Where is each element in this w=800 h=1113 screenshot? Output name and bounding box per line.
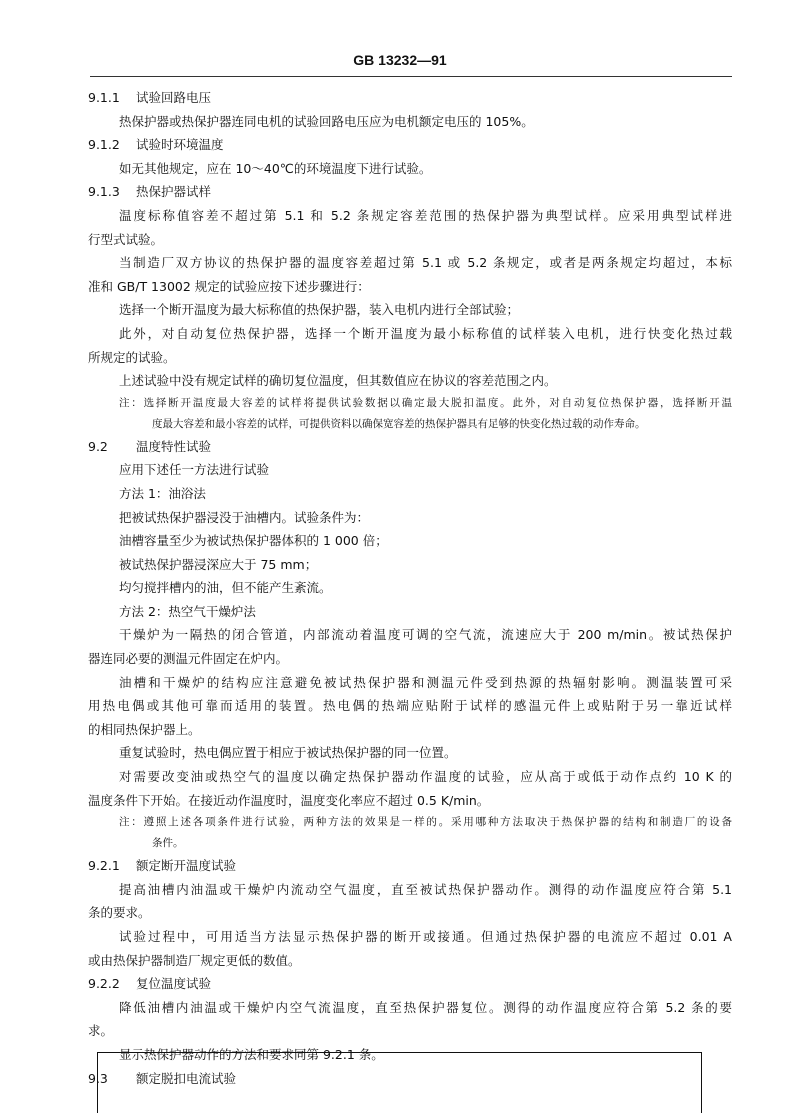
paragraph-continuation: 的相同热保护器上。 (88, 721, 201, 737)
section-number: 9.2 (88, 438, 108, 454)
paragraph-line: 如无其他规定，应在 10～40℃的环境温度下进行试验。 (119, 160, 432, 176)
paragraph-line: 显示热保护器动作的方法和要求同第 9.2.1 条。 (119, 1046, 384, 1062)
paragraph-continuation: 器连同必要的测温元件固定在炉内。 (88, 651, 289, 667)
note-continuation: 条件。 (152, 837, 184, 850)
paragraph-line: 上述试验中没有规定试样的确切复位温度，但其数值应在协议的容差范围之内。 (119, 373, 557, 389)
paragraph-continuation: 温度条件下开始。在接近动作温度时，温度变化率应不超过 0.5 K/min。 (88, 792, 490, 808)
section-title: 试验时环境温度 (136, 137, 224, 153)
bottom-frame (97, 1052, 702, 1113)
section-number: 9.2.2 (88, 976, 120, 992)
section-title: 额定脱扣电流试验 (136, 1070, 237, 1086)
paragraph-line: 当制造厂双方协议的热保护器的温度容差超过第 5.1 或 5.2 条规定，或者是两条规定均超过，本标 (119, 255, 732, 271)
paragraph-continuation: 求。 (88, 1023, 114, 1039)
section-title: 热保护器试样 (136, 184, 212, 200)
paragraph-line: 应用下述任一方法进行试验 (119, 462, 270, 478)
paragraph-line: 油槽和干燥炉的结构应注意避免被试热保护器和测温元件受到热源的热辐射影响。测温装置可采 (119, 674, 732, 690)
paragraph-line: 油槽容量至少为被试热保护器体积的 1 000 倍； (119, 533, 388, 549)
paragraph-line: 对需要改变油或热空气的温度以确定热保护器动作温度的试验，应从高于或低于动作点约 10 K 的 (119, 769, 732, 785)
header-rule (90, 76, 732, 77)
section-heading (88, 133, 732, 157)
note-line: 注：遵照上述各项条件进行试验，两种方法的效果是一样的。采用哪种方法取决于热保护器的结构和制造厂的设备 (119, 816, 732, 829)
paragraph-continuation: 条的要求。 (88, 905, 151, 921)
section-title: 温度特性试验 (136, 438, 212, 454)
paragraph-line: 温度标称值容差不超过第 5.1 和 5.2 条规定容差范围的热保护器为典型试样。应采用典型试样进 (119, 207, 732, 223)
section-title: 复位温度试验 (136, 976, 212, 992)
section-title: 额定断开温度试验 (136, 858, 237, 874)
paragraph-line: 降低油槽内油温或干燥炉内空气流温度，直至热保护器复位。测得的动作温度应符合第 5.2 条的要 (119, 999, 732, 1015)
paragraph-line: 方法 2：热空气干燥炉法 (119, 603, 256, 619)
paragraph-line: 重复试验时，热电偶应置于相应于被试热保护器的同一位置。 (119, 745, 457, 761)
paragraph-continuation: 或由热保护器制造厂规定更低的数值。 (88, 952, 301, 968)
paragraph-line: 把被试热保护器浸没于油槽内。试验条件为： (119, 509, 370, 525)
section-number: 9.1.3 (88, 184, 120, 200)
paragraph-continuation: 行型式试验。 (88, 231, 164, 247)
section-heading (88, 86, 732, 110)
paragraph-continuation: 用热电偶或其他可靠而适用的装置。热电偶的热端应贴附于试样的感温元件上或贴附于另一靠近试样 (88, 698, 732, 714)
section-number: 9.2.1 (88, 858, 120, 874)
paragraph-line: 均匀搅拌槽内的油，但不能产生紊流。 (119, 580, 332, 596)
note-continuation: 度最大容差和最小容差的试样，可提供资料以确保宽容差的热保护器具有足够的快变化热过载的动作寿命。 (152, 417, 646, 430)
paragraph-line: 干燥炉为一隔热的闭合管道，内部流动着温度可调的空气流，流速应大于 200 m/min。被试热保护 (119, 627, 732, 643)
paragraph-line: 选择一个断开温度为最大标称值的热保护器，装入电机内进行全部试验； (119, 302, 520, 318)
paragraph-continuation: 所规定的试验。 (88, 349, 176, 365)
section-number: 9.1.2 (88, 137, 120, 153)
document-body (88, 86, 732, 1090)
note-line: 注：选择断开温度最大容差的试样将提供试验数据以确定最大脱扣温度。此外，对自动复位热保护器，选择断开温 (119, 396, 732, 409)
section-number: 9.1.1 (88, 90, 120, 105)
paragraph-line: 方法 1：油浴法 (119, 485, 206, 501)
paragraph-line: 试验过程中，可用适当方法显示热保护器的断开或接通。但通过热保护器的电流应不超过 0.01 A (119, 929, 732, 944)
paragraph-line: 热保护器或热保护器连同电机的试验回路电压应为电机额定电压的 105%。 (119, 113, 534, 129)
paragraph-line: 此外，对自动复位热保护器，选择一个断开温度为最小标称值的试样装入电机，进行快变化热过载 (119, 325, 732, 341)
section-title: 试验回路电压 (136, 90, 212, 105)
section-heading (88, 180, 732, 204)
paragraph-line: 提高油槽内油温或干燥炉内流动空气温度，直至被试热保护器动作。测得的动作温度应符合第 5.1 (119, 881, 732, 897)
paragraph-continuation: 准和 GB/T 13002 规定的试验应按下述步骤进行： (88, 278, 370, 294)
section-heading (88, 972, 732, 996)
section-number: 9.3 (88, 1070, 108, 1086)
standard-code-header: GB 13232—91 (353, 52, 447, 68)
section-heading (88, 435, 732, 459)
paragraph-line: 被试热保护器浸深应大于 75 mm； (119, 556, 318, 572)
section-heading (88, 854, 732, 878)
